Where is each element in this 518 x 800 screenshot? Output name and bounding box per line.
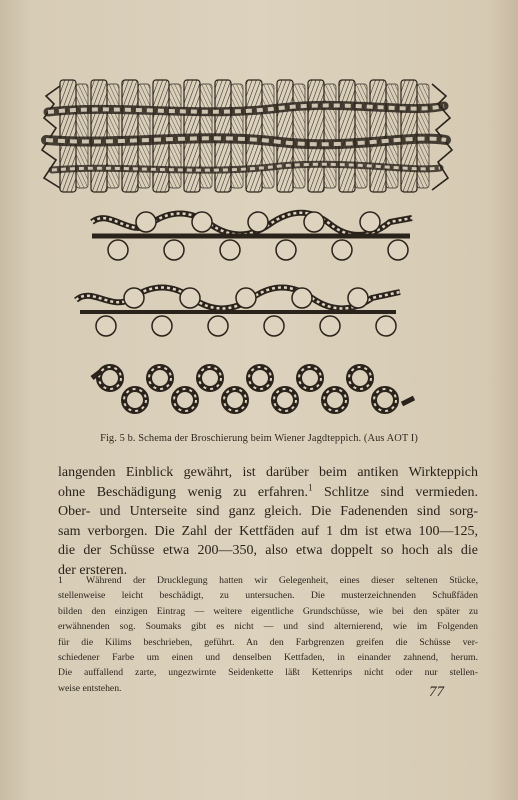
loop-diagram (92, 367, 414, 411)
warp-column (91, 80, 119, 192)
footnote-line: weise entstehen. (58, 682, 122, 694)
footnote (58, 573, 478, 696)
warp-circle (220, 240, 240, 260)
warp-circle (124, 288, 144, 308)
soumak-loop (174, 389, 196, 411)
warp-circle (376, 316, 396, 336)
warp-circle (248, 212, 268, 232)
footnote-line: Die auffallend zarte, ungezwirnte Seidenkette läßt Kettenrips nicht oder nur stellen- (58, 667, 478, 679)
footnote-line: 1 Während der Drucklegung hatten wir Gelegenheit, eines dieser seltenen Stücke, (58, 575, 478, 586)
warp-circle (292, 288, 312, 308)
body-line: ohne Beschädigung wenig zu erfahren.$^1$ Schlitze sind vermieden. (58, 481, 478, 500)
footnote-marker: 1 (58, 575, 63, 586)
warp-circle (264, 316, 284, 336)
soumak-loop (249, 367, 271, 389)
warp-circle (332, 240, 352, 260)
soumak-loop (99, 367, 121, 389)
body-line: die der Schüsse etwa 200—350, also etwa doppelt so hoch als die (58, 543, 478, 559)
warp-circle (192, 212, 212, 232)
soumak-loop (299, 367, 321, 389)
body-paragraph (58, 463, 478, 581)
footnote-line: erwähnenden sog. Soumaks gibt es nicht — und sind alternierend, wie im Folgenden (58, 621, 478, 633)
warp-column (308, 80, 336, 192)
weft-wave-diagram-1 (92, 212, 412, 260)
footnote-line: bilden den einzigen Eintrag — weitere eigentliche Grundschüsse, wie bei den später zu (58, 605, 478, 617)
weft-wave-diagram-2 (76, 288, 400, 337)
soumak-loop (349, 367, 371, 389)
warp-circle (152, 316, 172, 336)
warp-circle (96, 316, 116, 336)
soumak-loop (199, 367, 221, 389)
warp-circle (108, 240, 128, 260)
soumak-loop (224, 389, 246, 411)
footnote-line: für die Kilims beschrieben, geführt. An den Farbgrenzen greifen die Schüsse ver- (58, 636, 478, 648)
page-number: 77 (429, 684, 444, 700)
footnote-line: schiedener Farbe um einen und denselben Kettfaden, in einander zahnend, herum. (58, 652, 478, 664)
warp-circle (236, 288, 256, 308)
footnote-line: stellenweise leicht beschädigt, zu untersuchen. Die musterzeichnenden Schußfäden (58, 590, 478, 602)
soumak-loop (124, 389, 146, 411)
footnote-reference: 1 (308, 481, 313, 492)
body-line: der ersteren. (58, 562, 128, 578)
warp-circle (360, 212, 380, 232)
body-line: langenden Einblick gewährt, ist darüber beim antiken Wirkteppich (58, 465, 478, 480)
soumak-loop (324, 389, 346, 411)
figure-caption: Fig. 5 b. Schema der Broschierung beim Wiener Jagdteppich. (Aus AOT I) (100, 433, 418, 444)
woven-block-drawing (42, 80, 452, 192)
body-line: sam verborgen. Die Zahl der Kettfäden auf 1 dm ist etwa 100—125, (58, 523, 478, 539)
warp-circle (136, 212, 156, 232)
warp-circle (388, 240, 408, 260)
warp-column (277, 80, 305, 192)
soumak-loop (274, 389, 296, 411)
soumak-loop (149, 367, 171, 389)
warp-circle (208, 316, 228, 336)
warp-column (339, 80, 367, 192)
body-line: Ober- und Unterseite sind ganz gleich. Die Fadenenden sind sorg- (58, 504, 478, 520)
soumak-loop (374, 389, 396, 411)
warp-circle (304, 212, 324, 232)
warp-circle (276, 240, 296, 260)
warp-circle (320, 316, 340, 336)
warp-circle (180, 288, 200, 308)
warp-circle (164, 240, 184, 260)
warp-circle (348, 288, 368, 308)
